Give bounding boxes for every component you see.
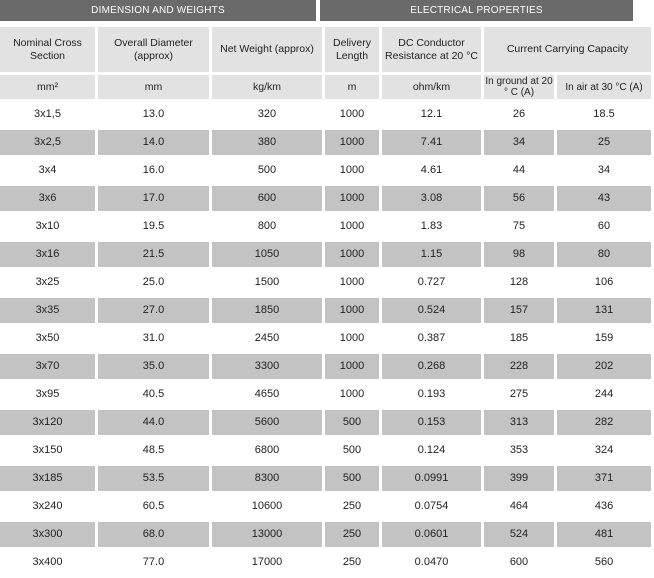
cell-section: 3x70 [0, 354, 95, 379]
cell-ground: 98 [484, 242, 554, 267]
cell-diameter: 48.5 [98, 438, 209, 463]
cell-air: 43 [557, 186, 651, 211]
cell-diameter: 68.0 [98, 522, 209, 547]
cell-weight: 17000 [212, 550, 322, 575]
cell-ground: 353 [484, 438, 554, 463]
cell-resistance: 0.0754 [382, 494, 481, 519]
cell-resistance: 1.83 [382, 214, 481, 239]
cell-air: 80 [557, 242, 651, 267]
cell-air: 159 [557, 326, 651, 351]
cell-diameter: 19.5 [98, 214, 209, 239]
table-row [0, 382, 651, 407]
cell-resistance: 7.41 [382, 130, 481, 155]
table-row [0, 298, 651, 323]
cell-weight: 320 [212, 102, 322, 127]
cell-ground: 524 [484, 522, 554, 547]
cell-air: 481 [557, 522, 651, 547]
cell-weight: 380 [212, 130, 322, 155]
cell-air: 371 [557, 466, 651, 491]
cell-weight: 600 [212, 186, 322, 211]
cell-section: 3x2,5 [0, 130, 95, 155]
cell-ground: 399 [484, 466, 554, 491]
cell-diameter: 31.0 [98, 326, 209, 351]
spec-table [0, 24, 654, 578]
cell-delivery: 500 [325, 410, 379, 435]
cell-weight: 6800 [212, 438, 322, 463]
cell-weight: 500 [212, 158, 322, 183]
cell-ground: 56 [484, 186, 554, 211]
cell-air: 25 [557, 130, 651, 155]
table-row [0, 438, 651, 463]
table-row [0, 550, 651, 575]
cell-weight: 1500 [212, 270, 322, 295]
column-header-row [0, 27, 651, 72]
cell-air: 18.5 [557, 102, 651, 127]
cell-diameter: 17.0 [98, 186, 209, 211]
cell-section: 3x4 [0, 158, 95, 183]
table-row [0, 130, 651, 155]
unit-diameter: mm [98, 75, 209, 99]
cell-delivery: 1000 [325, 270, 379, 295]
unit-resistance: ohm/km [382, 75, 481, 99]
cell-delivery: 1000 [325, 382, 379, 407]
cell-air: 202 [557, 354, 651, 379]
table-row [0, 354, 651, 379]
cell-delivery: 1000 [325, 102, 379, 127]
cell-delivery: 250 [325, 522, 379, 547]
dimension-weights-header: DIMENSION AND WEIGHTS [0, 0, 316, 21]
cell-diameter: 40.5 [98, 382, 209, 407]
table-row [0, 186, 651, 211]
cell-diameter: 35.0 [98, 354, 209, 379]
cell-section: 3x185 [0, 466, 95, 491]
col-header-section: Nominal Cross Section [0, 27, 95, 72]
cell-air: 106 [557, 270, 651, 295]
cell-section: 3x50 [0, 326, 95, 351]
cell-diameter: 16.0 [98, 158, 209, 183]
table-row [0, 242, 651, 267]
cell-ground: 157 [484, 298, 554, 323]
cell-diameter: 44.0 [98, 410, 209, 435]
col-header-weight: Net Weight (approx) [212, 27, 322, 72]
table-row [0, 214, 651, 239]
cell-diameter: 14.0 [98, 130, 209, 155]
cell-weight: 1850 [212, 298, 322, 323]
cell-ground: 228 [484, 354, 554, 379]
cell-weight: 1050 [212, 242, 322, 267]
col-header-delivery: Delivery Length [325, 27, 379, 72]
cell-ground: 44 [484, 158, 554, 183]
cell-delivery: 250 [325, 494, 379, 519]
cell-diameter: 13.0 [98, 102, 209, 127]
cell-ground: 128 [484, 270, 554, 295]
cell-diameter: 77.0 [98, 550, 209, 575]
units-row [0, 75, 651, 99]
cell-resistance: 0.0601 [382, 522, 481, 547]
electrical-properties-header: ELECTRICAL PROPERTIES [320, 0, 633, 21]
cell-delivery: 1000 [325, 298, 379, 323]
cell-weight: 4650 [212, 382, 322, 407]
cell-resistance: 0.524 [382, 298, 481, 323]
cell-delivery: 1000 [325, 130, 379, 155]
cell-ground: 313 [484, 410, 554, 435]
cell-resistance: 0.0470 [382, 550, 481, 575]
unit-ground: In ground at 20 ° C (A) [485, 76, 553, 98]
unit-delivery: m [325, 75, 379, 99]
cell-weight: 5600 [212, 410, 322, 435]
cell-resistance: 0.268 [382, 354, 481, 379]
cell-section: 3x240 [0, 494, 95, 519]
cell-resistance: 0.387 [382, 326, 481, 351]
cell-ground: 600 [484, 550, 554, 575]
cell-air: 560 [557, 550, 651, 575]
cell-section: 3x150 [0, 438, 95, 463]
cell-delivery: 500 [325, 438, 379, 463]
cell-resistance: 0.153 [382, 410, 481, 435]
unit-weight: kg/km [212, 75, 322, 99]
cell-ground: 464 [484, 494, 554, 519]
cell-delivery: 500 [325, 466, 379, 491]
cell-delivery: 1000 [325, 214, 379, 239]
cell-section: 3x95 [0, 382, 95, 407]
col-header-capacity: Current Carrying Capacity [484, 27, 651, 72]
cell-ground: 275 [484, 382, 554, 407]
table-row [0, 494, 651, 519]
cell-section: 3x10 [0, 214, 95, 239]
cell-section: 3x300 [0, 522, 95, 547]
cell-diameter: 27.0 [98, 298, 209, 323]
cell-air: 282 [557, 410, 651, 435]
cell-resistance: 12.1 [382, 102, 481, 127]
cell-weight: 800 [212, 214, 322, 239]
cell-delivery: 1000 [325, 354, 379, 379]
cell-section: 3x1,5 [0, 102, 95, 127]
table-row [0, 270, 651, 295]
cell-delivery: 250 [325, 550, 379, 575]
unit-section: mm² [0, 75, 95, 99]
cell-weight: 13000 [212, 522, 322, 547]
cell-weight: 8300 [212, 466, 322, 491]
cell-ground: 34 [484, 130, 554, 155]
cell-resistance: 4.61 [382, 158, 481, 183]
cell-delivery: 1000 [325, 186, 379, 211]
cell-section: 3x16 [0, 242, 95, 267]
cell-ground: 185 [484, 326, 554, 351]
cell-section: 3x25 [0, 270, 95, 295]
cell-resistance: 1.15 [382, 242, 481, 267]
cell-weight: 2450 [212, 326, 322, 351]
cell-diameter: 21.5 [98, 242, 209, 267]
cell-section: 3x35 [0, 298, 95, 323]
cell-resistance: 0.0991 [382, 466, 481, 491]
cell-resistance: 0.727 [382, 270, 481, 295]
cell-section: 3x120 [0, 410, 95, 435]
cell-section: 3x400 [0, 550, 95, 575]
cell-resistance: 0.193 [382, 382, 481, 407]
table-row [0, 466, 651, 491]
table-row [0, 158, 651, 183]
cell-resistance: 3.08 [382, 186, 481, 211]
cell-resistance: 0.124 [382, 438, 481, 463]
col-header-resistance: DC Conductor Resistance at 20 °C [382, 27, 481, 72]
cell-air: 34 [557, 158, 651, 183]
unit-air: In air at 30 °C (A) [557, 75, 651, 99]
table-row [0, 410, 651, 435]
cell-diameter: 25.0 [98, 270, 209, 295]
cell-delivery: 1000 [325, 158, 379, 183]
col-header-diameter: Overall Diameter (approx) [98, 27, 209, 72]
cell-weight: 3300 [212, 354, 322, 379]
cell-air: 131 [557, 298, 651, 323]
cell-air: 60 [557, 214, 651, 239]
cell-air: 244 [557, 382, 651, 407]
cell-delivery: 1000 [325, 326, 379, 351]
cell-ground: 75 [484, 214, 554, 239]
table-row [0, 102, 651, 127]
cell-weight: 10600 [212, 494, 322, 519]
cell-diameter: 60.5 [98, 494, 209, 519]
cell-diameter: 53.5 [98, 466, 209, 491]
cell-air: 436 [557, 494, 651, 519]
table-row [0, 326, 651, 351]
cell-ground: 26 [484, 102, 554, 127]
cell-air: 324 [557, 438, 651, 463]
table-row [0, 522, 651, 547]
cell-section: 3x6 [0, 186, 95, 211]
cell-delivery: 1000 [325, 242, 379, 267]
